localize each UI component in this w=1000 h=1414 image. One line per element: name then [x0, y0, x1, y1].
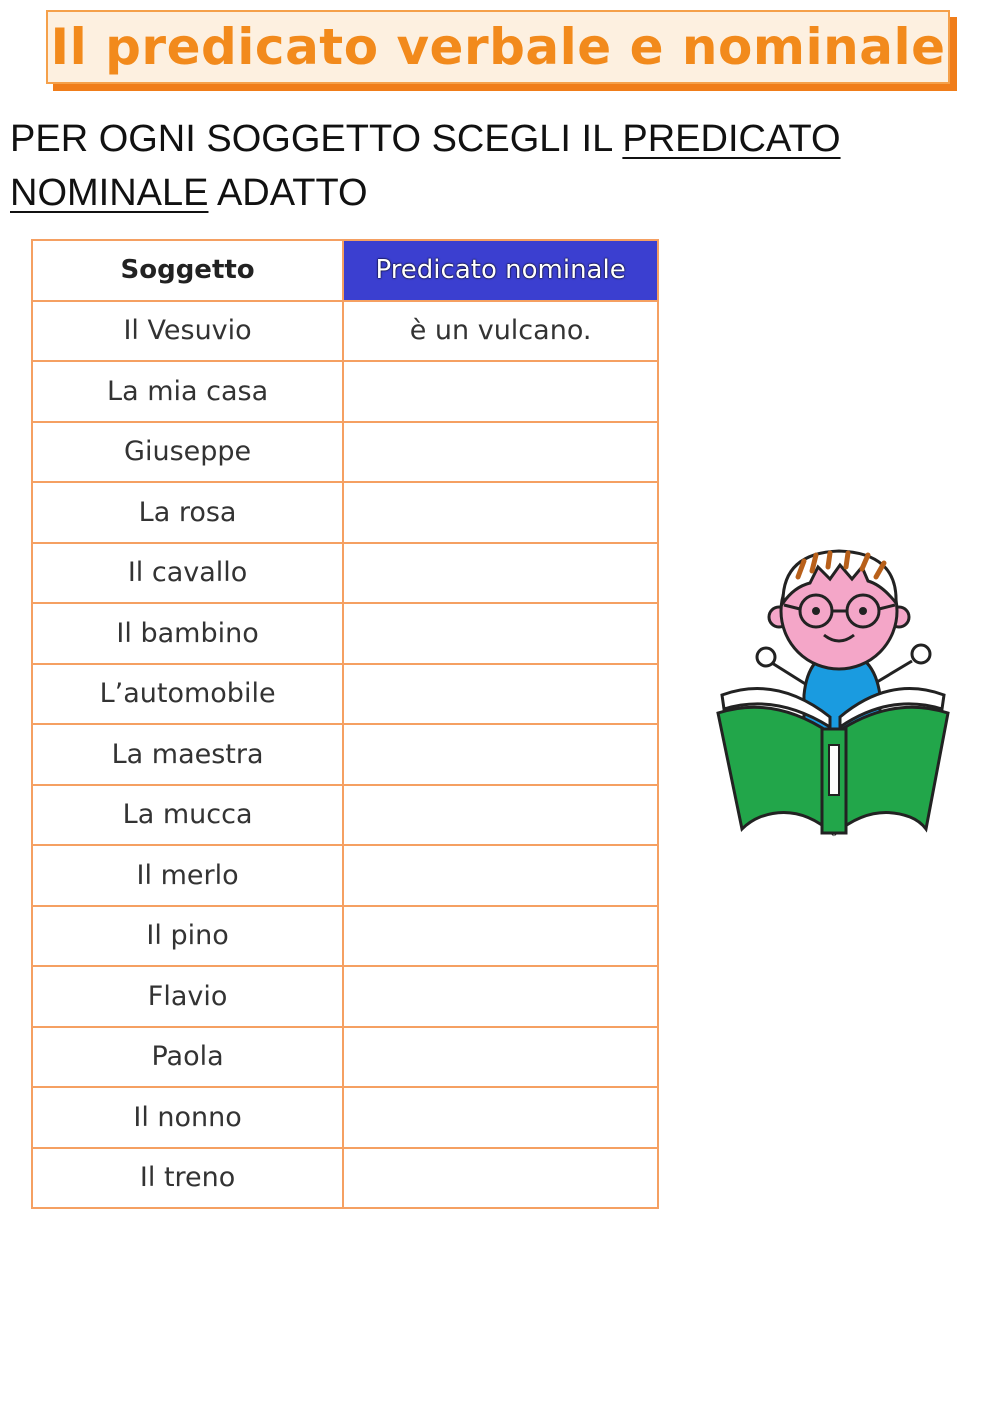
- predicato-cell[interactable]: [343, 422, 658, 483]
- soggetto-cell: Il cavallo: [32, 543, 343, 604]
- soggetto-cell: L’automobile: [32, 664, 343, 725]
- predicato-cell[interactable]: [343, 361, 658, 422]
- table-row: [32, 422, 658, 483]
- table-row: [32, 1087, 658, 1148]
- table-row: [32, 543, 658, 604]
- header-predicato-nominale: Predicato nominale: [343, 240, 658, 301]
- instruction-part-1: PER OGNI SOGGETTO SCEGLI IL: [10, 118, 623, 160]
- predicato-cell[interactable]: [343, 906, 658, 967]
- soggetto-cell: La maestra: [32, 724, 343, 785]
- table-row: [32, 482, 658, 543]
- predicato-cell[interactable]: [343, 966, 658, 1027]
- predicato-cell[interactable]: [343, 543, 658, 604]
- table-row: [32, 603, 658, 664]
- page-title: Il predicato verbale e nominale: [50, 18, 946, 76]
- soggetto-cell: La mucca: [32, 785, 343, 846]
- instruction-underlined-1: PREDICATO: [622, 118, 841, 160]
- soggetto-cell: Flavio: [32, 966, 343, 1027]
- soggetto-cell: Il treno: [32, 1148, 343, 1209]
- predicato-cell[interactable]: [343, 1027, 658, 1088]
- table-header-row: [32, 240, 658, 301]
- predicato-cell[interactable]: [343, 845, 658, 906]
- instruction-text: [10, 112, 910, 220]
- table-row: [32, 966, 658, 1027]
- table-row: [32, 1027, 658, 1088]
- table-row: [32, 664, 658, 725]
- soggetto-cell: Giuseppe: [32, 422, 343, 483]
- predicato-cell[interactable]: [343, 664, 658, 725]
- soggetto-cell: Il bambino: [32, 603, 343, 664]
- soggetto-cell: Il nonno: [32, 1087, 343, 1148]
- table-row: [32, 1148, 658, 1209]
- instruction-part-2: ADATTO: [208, 172, 368, 214]
- title-banner: [46, 10, 950, 84]
- predicato-cell[interactable]: è un vulcano.: [343, 301, 658, 362]
- predicato-cell[interactable]: [343, 1148, 658, 1209]
- table-row: [32, 785, 658, 846]
- soggetto-cell: Il merlo: [32, 845, 343, 906]
- soggetto-cell: La rosa: [32, 482, 343, 543]
- table-row: [32, 301, 658, 362]
- soggetto-cell: Il pino: [32, 906, 343, 967]
- soggetto-cell: Paola: [32, 1027, 343, 1088]
- soggetto-cell: Il Vesuvio: [32, 301, 343, 362]
- table-row: [32, 845, 658, 906]
- predicato-cell[interactable]: [343, 785, 658, 846]
- predicato-cell[interactable]: [343, 724, 658, 785]
- instruction-underlined-2: NOMINALE: [10, 172, 209, 214]
- predicato-cell[interactable]: [343, 482, 658, 543]
- child-reading-book-icon: [712, 545, 952, 840]
- table-row: [32, 361, 658, 422]
- table-row: [32, 724, 658, 785]
- soggetto-cell: La mia casa: [32, 361, 343, 422]
- predicato-cell[interactable]: [343, 1087, 658, 1148]
- header-soggetto: Soggetto: [32, 240, 343, 301]
- predicato-cell[interactable]: [343, 603, 658, 664]
- exercise-table: [31, 239, 659, 1209]
- table-row: [32, 906, 658, 967]
